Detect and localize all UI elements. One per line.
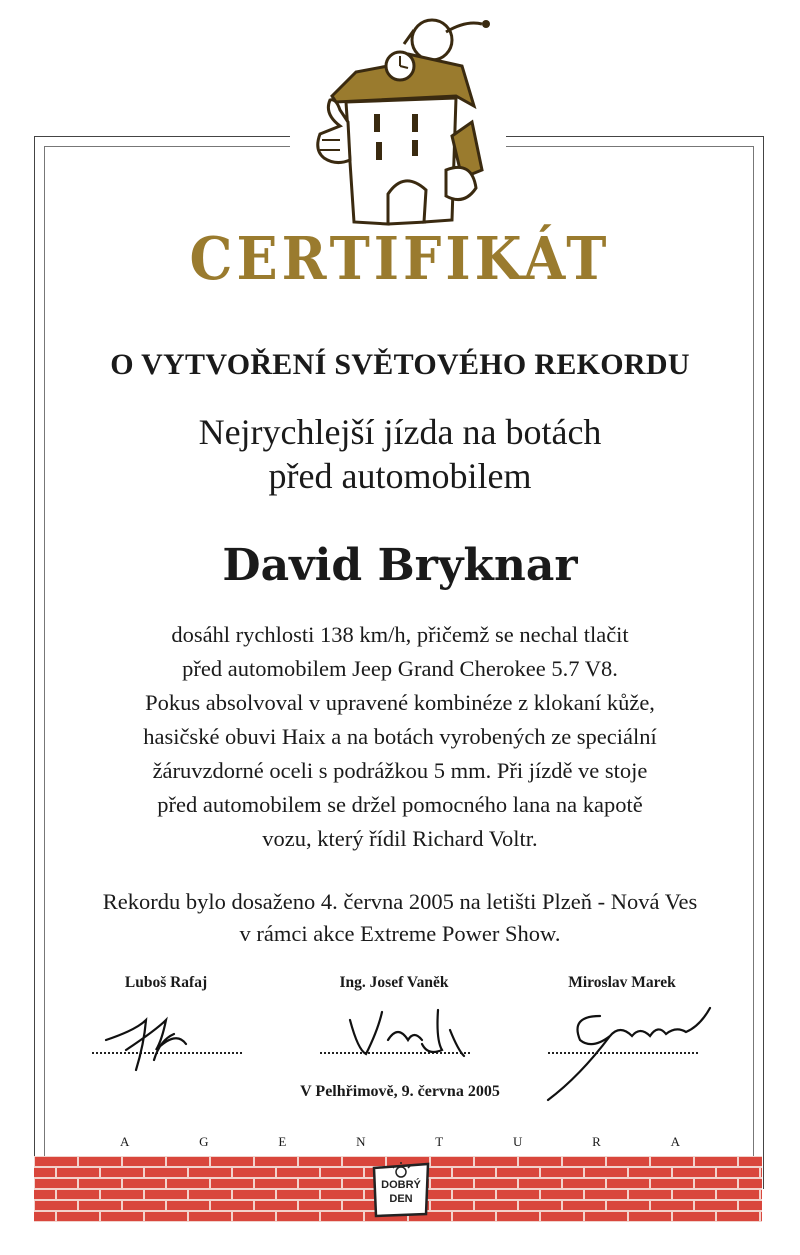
description-line: před automobilem Jeep Grand Cherokee 5.7 V8.	[182, 656, 618, 681]
certificate-subtitle: O VYTVOŘENÍ SVĚTOVÉHO REKORDU	[110, 348, 690, 381]
brand-line-1: DOBRÝ	[381, 1179, 421, 1191]
agency-letter: A	[670, 1134, 680, 1149]
signer-name-2: Ing. Josef Vaněk	[339, 974, 449, 991]
dobry-den-logo	[370, 1160, 432, 1218]
certificate-title: CERTIFIKÁT	[189, 222, 611, 294]
agency-letter: G	[199, 1134, 209, 1149]
brand-line-2: DEN	[389, 1193, 413, 1205]
signer-name-1: Luboš Rafaj	[124, 974, 208, 991]
description-line: před automobilem se držel pomocného lana na kapotě	[157, 792, 643, 817]
signer-name-3: Miroslav Marek	[568, 974, 676, 991]
agency-label	[120, 1134, 680, 1150]
record-holder-name: David Bryknar	[222, 540, 578, 591]
agency-letter: N	[356, 1134, 366, 1149]
agency-letter: R	[592, 1134, 601, 1149]
achieved-line-1: Rekordu bylo dosaženo 4. června 2005 na letišti Plzeň - Nová Ves	[102, 889, 698, 914]
description-line: dosáhl rychlosti 138 km/h, přičemž se nechal tlačit	[171, 622, 629, 647]
signature-1	[96, 1000, 206, 1076]
house-mascot-logo	[296, 10, 506, 240]
agency-letter: E	[278, 1134, 287, 1149]
agency-letter: T	[435, 1134, 444, 1149]
record-line-2: před automobilem	[268, 456, 532, 496]
record-name	[0, 410, 800, 498]
agency-letter: A	[120, 1134, 130, 1149]
record-achieved-info	[0, 886, 800, 950]
record-description	[0, 618, 800, 856]
description-line: hasičské obuvi Haix a na botách vyrobených ze speciální	[143, 724, 657, 749]
agency-letter: U	[512, 1134, 523, 1149]
description-line: Pokus absolvoval v upravené kombinéze z klokaní kůže,	[145, 690, 655, 715]
description-line: vozu, který řídil Richard Voltr.	[262, 826, 538, 851]
record-line-1: Nejrychlejší jízda na botách	[198, 412, 602, 452]
achieved-line-2: v rámci akce Extreme Power Show.	[239, 921, 561, 946]
place-and-date: V Pelhřimově, 9. června 2005	[300, 1083, 500, 1100]
signature-2	[338, 1000, 468, 1070]
description-line: žáruvzdorné oceli s podrážkou 5 mm. Při jízdě ve stoje	[152, 758, 648, 783]
